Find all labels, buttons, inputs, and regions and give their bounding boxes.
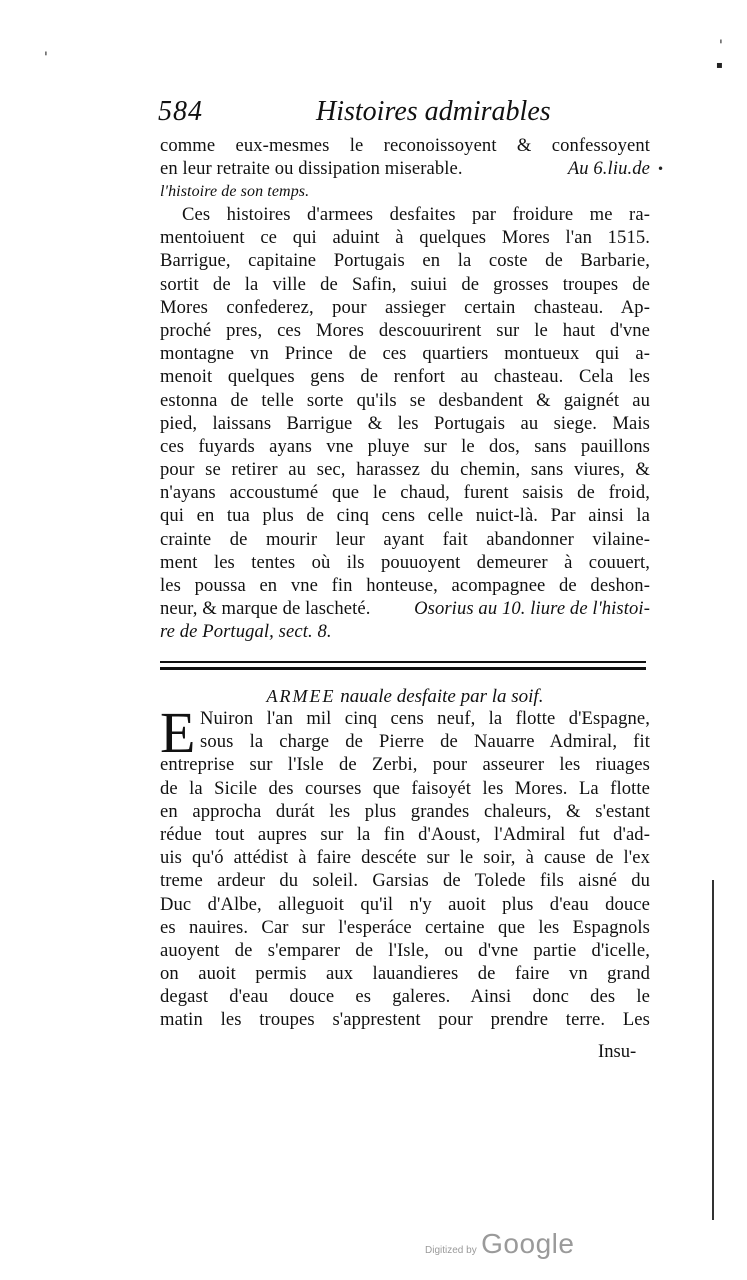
section-title-caps: ARMEE [266,686,336,706]
margin-mark-right-2: • [657,162,665,176]
section-title [160,684,650,709]
paragraph-3 [160,707,650,1032]
text-line: treme ardeur du soleil. Garsias de Tolede fils aisné du [160,870,650,892]
text-line: ces fuyards ayans vne pluye sur le dos, sans pauillons [160,435,650,457]
text-line: pied, laissans Barrigue & les Portugais au siege. Mais [160,412,650,434]
text-line: comme eux-mesmes le reconoissoyent & confessoyent [160,135,650,156]
text-line: montagne vn Prince de ces quartiers montueux qui a- [160,343,650,365]
page-header [158,96,648,136]
page-edge-line [712,880,714,1220]
text-line: mentoiuent ce qui aduint à quelques Mores l'an 1515. [160,227,650,249]
text-line: auoyent de s'emparer de l'Isle, ou d'vne partie d'icelle, [160,939,650,961]
running-title: Histoires admirables [316,96,551,127]
text-line: sortit de la ville de Safin, suiui de grosses troupes de [160,273,650,295]
text-line: rédue tout aupres sur la fin d'Aoust, l'Admiral fut d'ad- [160,823,650,845]
section-title-rest: nauale desfaite par la soif. [340,686,544,707]
marginal-note: Au 6.liu.de [567,158,650,180]
google-logo: Google [481,1228,575,1259]
marginal-note-line: re de Portugal, sect. 8. [160,621,332,643]
margin-mark-top-left: ' [44,50,48,66]
section-divider-top [160,661,646,663]
text-span: neur, & marque de lascheté. [160,598,371,620]
text-line: ment les tentes où ils pouuoyent demeurer à couuert, [160,551,650,573]
catchword: Insu- [598,1041,637,1062]
page-number: 584 [158,96,203,127]
text-line: les poussa en vne fin honteuse, acompagnee de deshon- [160,575,650,596]
section-divider-bottom [160,667,646,670]
text-line: menoit quelques gens de renfort au chasteau. Cela les [160,366,650,388]
text-line: on auoit permis aux lauandieres de faire vn grand [160,963,650,985]
text-span: en leur retraite ou dissipation miserable. [160,158,463,180]
drop-cap: E [160,700,196,765]
margin-mark-top-right: ' [719,38,723,54]
watermark-prefix: Digitized by [425,1245,477,1256]
text-line: proché pres, ces Mores descouurirent sur le haut d'vne [160,319,650,341]
google-watermark [425,1228,574,1260]
text-line: estonna de telle sorte qu'ils se desbandent & gaignét au [160,389,650,411]
paragraph-2 [160,203,650,644]
marginal-note: Osorius au 10. liure de l'histoi- [414,598,650,620]
text-line: Nuiron l'an mil cinq cens neuf, la flotte d'Espagne, [200,708,650,729]
text-line: matin les troupes s'apprestent pour prendre terre. Les [160,1009,650,1031]
text-line: de la Sicile des courses que faisoyét les Mores. La flotte [160,777,650,799]
text-line [160,157,650,180]
paragraph-1 [160,134,650,204]
margin-mark-right-1: ▪ [716,60,723,71]
text-line: uis qu'ó attédist à faire descéte sur le soir, à cause de l'ex [160,847,650,869]
text-line: Duc d'Albe, alleguoit qu'il n'y auoit plus d'eau douce [160,893,650,915]
text-line: pour se retirer au sec, harassez du chemin, sans viures, & [160,459,650,481]
text-line: crainte de mourir leur ayant fait abandonner vilaine- [160,528,650,550]
marginal-note-line: l'histoire de son temps. [160,183,310,201]
text-line: n'ayans accoustumé que le chaud, furent saisis de froid, [160,482,650,504]
text-line: Mores confederez, pour assieger certain chasteau. Ap- [160,296,650,318]
text-line: Ces histoires d'armees desfaites par froidure me ra- [182,204,650,225]
text-line: sous la charge de Pierre de Nauarre Admiral, fit [200,731,650,753]
text-line: en approcha durát les plus grandes chaleurs, & s'estant [160,800,650,822]
text-line: qui en tua plus de cinq cens celle nuict-là. Par ainsi la [160,505,650,527]
text-line: Barrigue, capitaine Portugais en la coste de Barbarie, [160,250,650,272]
text-line [160,597,650,620]
text-line: entreprise sur l'Isle de Zerbi, pour asseurer les riuages [160,754,650,776]
text-line: degast d'eau douce es galeres. Ainsi donc des le [160,986,650,1008]
text-line: es nauires. Car sur l'esperáce certaine que les Espagnols [160,916,650,938]
